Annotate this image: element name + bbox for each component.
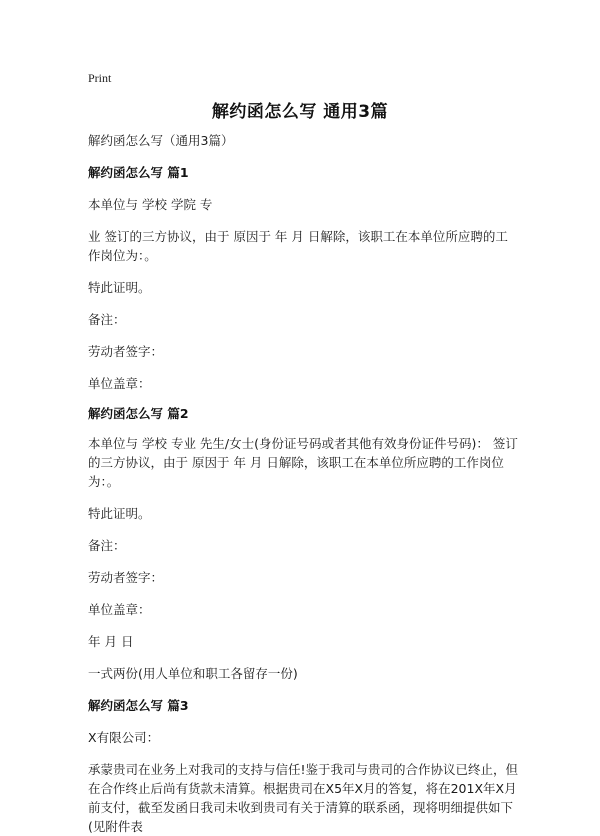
document-subtitle: 解约函怎么写（通用3篇） [88, 133, 234, 148]
paragraph: 备注： [88, 312, 126, 327]
paragraph: 承蒙贵司在业务上对我司的支持与信任!鉴于我司与贵司的合作协议已终止，但在合作终止后尚有货款未清算。根据贵司在X5年X月的答复，将在201X年X月前支付，截至发函日我司未收到贵司有关于清算的联系函，现将明细提供如下(见附件表 [88, 762, 519, 834]
paragraph: 本单位与 学校 学院 专 [88, 197, 213, 212]
section-heading-2: 解约函怎么写 篇2 [88, 406, 189, 421]
paragraph: 年 月 日 [88, 634, 134, 649]
section-heading-1: 解约函怎么写 篇1 [88, 165, 189, 180]
document-body [88, 131, 518, 836]
paragraph: 业 签订的三方协议，由于 原因于 年 月 日解除，该职工在本单位所应聘的工作岗位为：。 [88, 229, 508, 263]
paragraph: 劳动者签字： [88, 570, 164, 585]
paragraph: X有限公司： [88, 730, 160, 745]
paragraph: 一式两份(用人单位和职工各留存一份) [88, 666, 298, 681]
paragraph: 单位盖章： [88, 376, 151, 391]
paragraph: 特此证明。 [88, 506, 151, 521]
paragraph: 备注： [88, 538, 126, 553]
paragraph: 本单位与 学校 专业 先生/女士(身份证号码或者其他有效身份证件号码)： 签订的三方协议，由于 原因于 年 月 日解除，该职工在本单位所应聘的工作岗位为：。 [88, 436, 518, 489]
paragraph: 劳动者签字： [88, 344, 164, 359]
print-label: Print [88, 71, 112, 85]
section-heading-3: 解约函怎么写 篇3 [88, 698, 189, 713]
document-title: 解约函怎么写 通用3篇 [211, 102, 389, 122]
paragraph: 单位盖章： [88, 602, 151, 617]
paragraph: 特此证明。 [88, 280, 151, 295]
